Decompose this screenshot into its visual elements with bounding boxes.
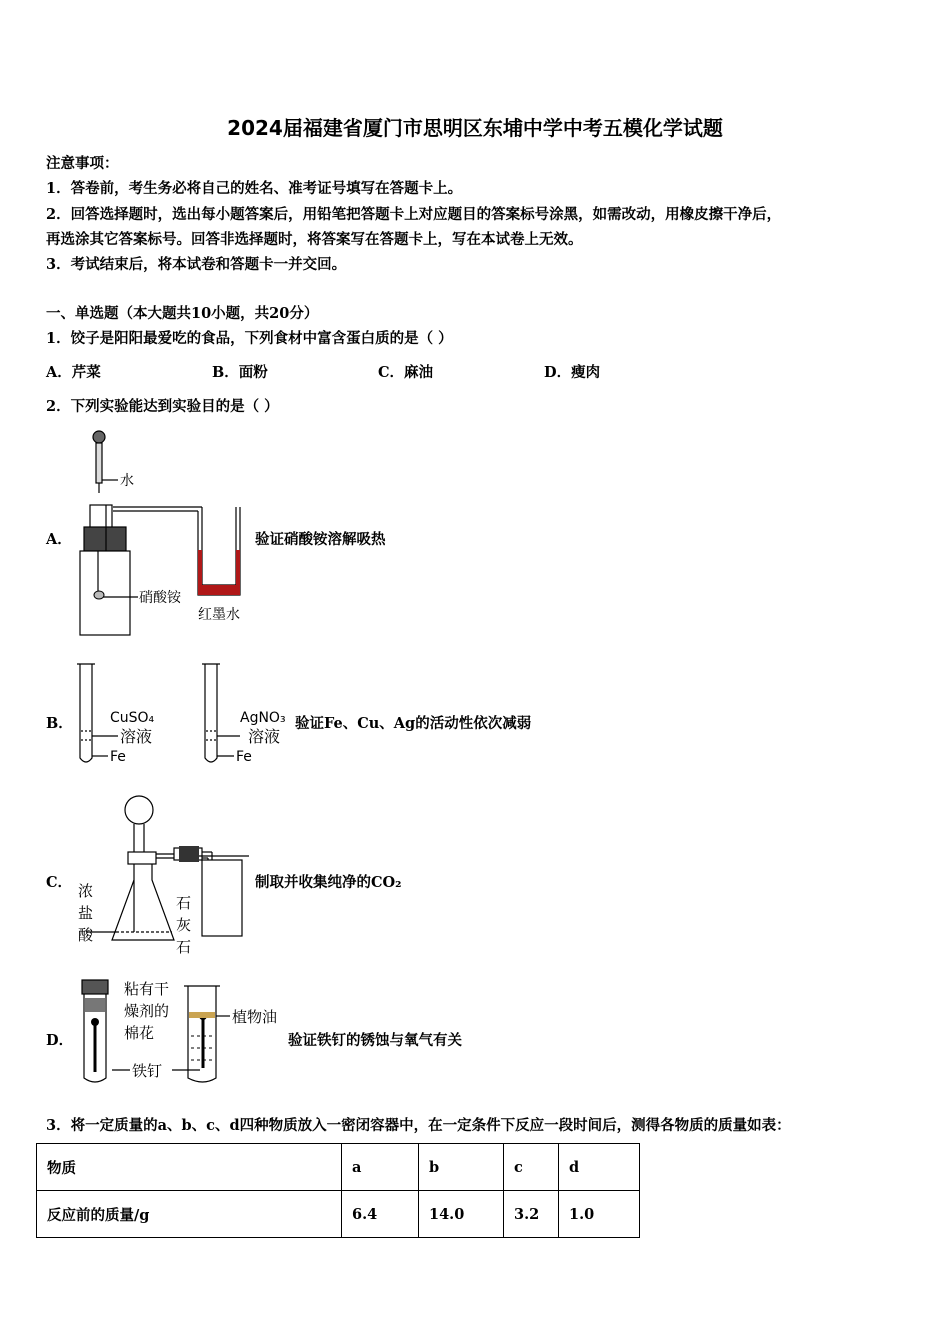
q2-c-apparatus: [74, 792, 254, 960]
q2-b-label-cuso4: CuSO₄: [110, 710, 155, 726]
q3-stem: 3．将一定质量的a、b、c、d四种物质放入一密闭容器中，在一定条件下反应一段时间后，测得各物质的质量如表：: [46, 1117, 791, 1134]
notice-item-3: 3．考试结束后，将本试卷和答题卡一并交回。: [46, 256, 347, 273]
q2-d-caption: 验证铁钉的锈蚀与氧气有关: [288, 1032, 462, 1049]
q2-c-label-acid-3: 酸: [78, 926, 94, 944]
table-cell: 1.0: [559, 1191, 640, 1238]
q2-b-caption: 验证Fe、Cu、Ag的活动性依次减弱: [295, 715, 532, 732]
q2-a-label-ink: 红墨水: [198, 607, 240, 623]
q2-c-label-stone-2: 灰: [176, 916, 192, 934]
q2-b-label-sol2: 溶液: [248, 727, 281, 746]
table-header-cell: c: [504, 1144, 559, 1191]
table-header-cell: b: [419, 1144, 504, 1191]
q2-a-letter: A．: [46, 531, 72, 548]
q3-mass-table: [36, 1143, 640, 1238]
table-cell: 14.0: [419, 1191, 504, 1238]
q2-d-label-nail: 铁钉: [132, 1062, 163, 1080]
q1-option-a: A．芹菜: [46, 364, 101, 381]
q2-d-label-cotton-1: 粘有干: [124, 980, 170, 998]
q1-option-c: C．麻油: [378, 364, 434, 381]
q2-d-label-cotton-3: 棉花: [124, 1024, 155, 1042]
q2-c-label-stone-3: 石: [176, 938, 192, 956]
table-cell: 反应前的质量/g: [37, 1191, 342, 1238]
q2-d-letter: D．: [46, 1032, 74, 1049]
q2-b-label-agno3: AgNO₃: [240, 710, 286, 726]
q2-b-label-fe1: Fe: [110, 749, 126, 765]
q1-option-d: D．瘦肉: [544, 364, 601, 381]
section-heading: 一、单选题（本大题共10小题，共20分）: [46, 305, 319, 322]
q2-c-caption: 制取并收集纯净的CO₂: [255, 874, 402, 891]
table-header-cell: d: [559, 1144, 640, 1191]
q2-c-label-stone-1: 石: [176, 894, 192, 912]
q2-c-label-acid-1: 浓: [78, 882, 94, 900]
notice-item-2-cont: 再选涂其它答案标号。回答非选择题时，将答案写在答题卡上，写在本试卷上无效。: [46, 231, 583, 248]
q2-b-label-fe2: Fe: [236, 749, 252, 765]
notice-item-2: 2．回答选择题时，选出每小题答案后，用铅笔把答题卡上对应题目的答案标号涂黑，如需改动，用橡皮擦干净后，: [46, 206, 782, 223]
table-header-cell: 物质: [37, 1144, 342, 1191]
q2-c-letter: C．: [46, 874, 73, 891]
q2-c-label-acid-2: 盐: [78, 904, 94, 922]
q2-stem: 2．下列实验能达到实验目的是（ ）: [46, 398, 279, 415]
q1-stem: 1．饺子是阳阳最爱吃的食品，下列食材中富含蛋白质的是（ ）: [46, 330, 453, 347]
table-row: [37, 1191, 640, 1238]
q1-option-b: B．面粉: [212, 364, 268, 381]
notice-heading: 注意事项：: [46, 155, 119, 172]
q2-b-apparatus: [72, 658, 300, 770]
table-row: [37, 1144, 640, 1191]
notice-item-1: 1．答卷前，考生务必将自己的姓名、准考证号填写在答题卡上。: [46, 180, 463, 197]
q2-d-apparatus: [76, 976, 286, 1090]
q2-b-label-sol1: 溶液: [120, 727, 153, 746]
q2-a-label-salt: 硝酸铵: [139, 590, 181, 606]
q2-d-label-oil: 植物油: [232, 1008, 278, 1026]
q2-a-label-water: 水: [120, 473, 134, 489]
table-header-cell: a: [342, 1144, 419, 1191]
table-cell: 3.2: [504, 1191, 559, 1238]
q2-d-label-cotton-2: 燥剂的: [124, 1002, 170, 1020]
q2-a-apparatus: [70, 425, 260, 645]
table-cell: 6.4: [342, 1191, 419, 1238]
exam-title: 2024届福建省厦门市思明区东埔中学中考五模化学试题: [227, 116, 723, 140]
q2-a-caption: 验证硝酸铵溶解吸热: [255, 531, 386, 548]
q2-b-letter: B．: [46, 715, 73, 732]
